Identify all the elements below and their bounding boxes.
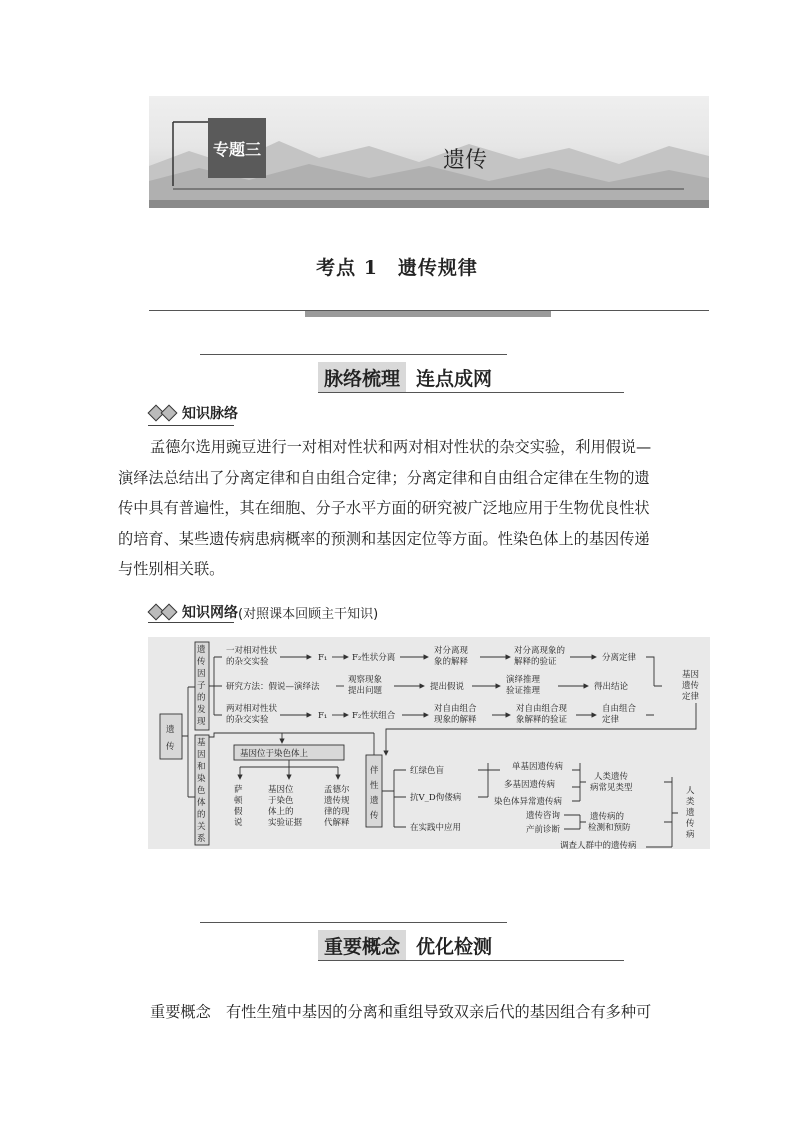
paragraph-knowledge-context <box>118 432 698 585</box>
svg-text:的杂交实验: 的杂交实验 <box>226 715 269 725</box>
svg-text:遗传规: 遗传规 <box>324 796 350 806</box>
svg-text:人: 人 <box>686 786 695 796</box>
svg-text:说: 说 <box>234 818 243 828</box>
section-heading-rest: 优化检测 <box>416 936 493 958</box>
node-method: 研究方法：假说—演绎法 <box>226 682 320 692</box>
svg-text:多基因遗传病: 多基因遗传病 <box>504 780 556 790</box>
concept-map <box>148 637 710 849</box>
svg-text:遗: 遗 <box>197 645 206 655</box>
svg-text:代解释: 代解释 <box>324 818 350 828</box>
svg-text:抗V_D佝偻病: 抗V_D佝偻病 <box>410 793 462 803</box>
svg-text:提出假说: 提出假说 <box>430 682 465 692</box>
section-rule-bottom <box>318 392 624 393</box>
subheading-label: 知识网络 <box>182 605 238 621</box>
svg-text:遗: 遗 <box>370 796 379 806</box>
svg-text:类: 类 <box>686 797 695 807</box>
svg-text:现: 现 <box>197 717 206 727</box>
section-rule-top <box>200 354 507 355</box>
diamond-icon <box>161 405 178 422</box>
svg-text:得出结论: 得出结论 <box>594 682 629 692</box>
svg-text:遗传: 遗传 <box>682 681 700 691</box>
section-rule-bottom <box>318 960 624 961</box>
svg-text:系: 系 <box>197 834 206 844</box>
svg-text:染色体异常遗传病: 染色体异常遗传病 <box>494 797 563 807</box>
section-heading-highlight: 重要概念 <box>318 930 406 961</box>
svg-text:遗: 遗 <box>686 808 695 818</box>
svg-text:传: 传 <box>370 811 379 821</box>
svg-text:传: 传 <box>686 819 695 829</box>
paragraph-line: 与性别相关联。 <box>118 560 225 578</box>
subheading-knowledge-network <box>148 602 378 622</box>
node-one-trait-cross: 一对相对性状 <box>226 646 278 656</box>
svg-text:病常见类型: 病常见类型 <box>590 783 633 793</box>
subheading-underline <box>148 622 234 623</box>
svg-text:病: 病 <box>686 830 695 840</box>
root-node: 遗 <box>166 725 175 735</box>
svg-text:律的现: 律的现 <box>324 807 350 817</box>
svg-text:定律: 定律 <box>682 692 700 702</box>
svg-text:孟德尔: 孟德尔 <box>324 785 350 795</box>
svg-text:的杂交实验: 的杂交实验 <box>226 657 269 667</box>
svg-text:基: 基 <box>197 738 206 748</box>
subheading-note: (对照课本回顾主干知识) <box>238 606 379 622</box>
svg-text:F₁: F₁ <box>318 711 328 721</box>
subheading-knowledge-context <box>148 403 238 423</box>
svg-text:产前诊断: 产前诊断 <box>526 825 561 835</box>
svg-text:体上的: 体上的 <box>268 807 294 817</box>
svg-text:体: 体 <box>197 798 206 808</box>
section-heading-network <box>318 362 492 393</box>
paragraph-line: 传中具有普遍性，其在细胞、分子水平方面的研究被广泛地应用于生物优良性状 <box>118 499 650 517</box>
svg-text:基因位: 基因位 <box>268 785 294 795</box>
paragraph-line: 孟德尔选用豌豆进行一对相对性状和两对相对性状的杂交实验，利用假说— <box>150 438 652 456</box>
svg-text:传: 传 <box>166 742 175 752</box>
svg-text:传: 传 <box>197 657 206 667</box>
concept-line: 重要概念 有性生殖中基因的分离和重组导致双亲后代的基因组合有多种可 <box>150 1003 652 1021</box>
svg-text:因: 因 <box>197 669 206 679</box>
svg-text:因: 因 <box>197 750 206 760</box>
svg-text:染: 染 <box>197 774 206 784</box>
knowledge-network-diagram <box>148 637 710 849</box>
node-two-trait-cross: 两对相对性状 <box>226 704 278 714</box>
svg-text:在实践中应用: 在实践中应用 <box>410 823 462 833</box>
node-f1: F₁ <box>318 653 328 663</box>
svg-text:对分离现象的: 对分离现象的 <box>514 646 566 656</box>
svg-text:的: 的 <box>197 693 206 703</box>
topic-tag: 专题三 <box>208 118 266 178</box>
svg-text:对分离现: 对分离现 <box>434 646 469 656</box>
title-rule-accent <box>305 311 551 317</box>
section-heading-rest: 连点成网 <box>416 368 493 390</box>
node-sex-linked: 伴 <box>370 766 379 776</box>
svg-text:检测和预防: 检测和预防 <box>588 823 631 833</box>
svg-text:遗传咨询: 遗传咨询 <box>526 811 561 821</box>
svg-text:子: 子 <box>197 681 206 691</box>
kaodian-title: 考点 1 遗传规律 <box>316 257 478 279</box>
svg-text:现象的解释: 现象的解释 <box>434 715 477 725</box>
svg-text:观察现象: 观察现象 <box>348 675 383 685</box>
svg-text:调查人群中的遗传病: 调查人群中的遗传病 <box>560 841 637 849</box>
chapter-title: 遗传 <box>442 148 487 173</box>
svg-text:假: 假 <box>234 807 243 817</box>
svg-text:的: 的 <box>197 810 206 820</box>
svg-text:象解释的验证: 象解释的验证 <box>516 715 568 725</box>
svg-text:发: 发 <box>197 705 206 715</box>
node-f2-segregation: F₂性状分离 <box>352 653 396 663</box>
svg-text:演绎推理: 演绎推理 <box>506 675 541 685</box>
node-segregation-law: 分离定律 <box>602 653 637 663</box>
svg-text:萨: 萨 <box>234 785 243 795</box>
svg-text:顿: 顿 <box>234 796 243 806</box>
section-rule-top <box>200 922 507 923</box>
svg-text:色: 色 <box>197 786 206 796</box>
section-heading-highlight: 脉络梳理 <box>318 362 406 393</box>
svg-text:象的解释: 象的解释 <box>434 657 469 667</box>
node-independent-assortment: 自由组合 <box>602 704 637 714</box>
svg-text:实验证据: 实验证据 <box>268 818 303 828</box>
svg-text:单基因遗传病: 单基因遗传病 <box>512 762 564 772</box>
node-gene-law: 基因 <box>682 670 700 680</box>
svg-text:红绿色盲: 红绿色盲 <box>410 766 445 776</box>
diamond-icon <box>161 604 178 621</box>
paragraph-line: 演绎法总结出了分离定律和自由组合定律；分离定律和自由组合定律在生物的遗 <box>118 468 650 487</box>
svg-text:关: 关 <box>197 822 206 832</box>
subheading-label: 知识脉络 <box>182 406 238 422</box>
svg-text:验证推理: 验证推理 <box>506 686 541 696</box>
svg-text:解释的验证: 解释的验证 <box>514 657 557 667</box>
svg-text:F₂性状组合: F₂性状组合 <box>352 711 396 721</box>
svg-text:遗传病的: 遗传病的 <box>590 812 625 822</box>
svg-text:性: 性 <box>370 781 379 791</box>
subheading-underline <box>148 425 234 426</box>
svg-text:定律: 定律 <box>602 715 620 725</box>
svg-text:于染色: 于染色 <box>268 796 294 806</box>
svg-text:和: 和 <box>197 762 206 772</box>
banner-bottom-bar <box>149 200 709 208</box>
svg-text:人类遗传: 人类遗传 <box>594 772 629 782</box>
section-heading-concepts <box>318 930 492 961</box>
node-genes-on-chromosomes: 基因位于染色体上 <box>240 749 309 759</box>
svg-text:对自由组合: 对自由组合 <box>434 704 477 714</box>
svg-text:对自由组合现: 对自由组合现 <box>516 704 568 714</box>
paragraph-line: 的培育、某些遗传病患病概率的预测和基因定位等方面。性染色体上的基因传递 <box>118 529 650 548</box>
svg-text:提出问题: 提出问题 <box>348 686 383 696</box>
